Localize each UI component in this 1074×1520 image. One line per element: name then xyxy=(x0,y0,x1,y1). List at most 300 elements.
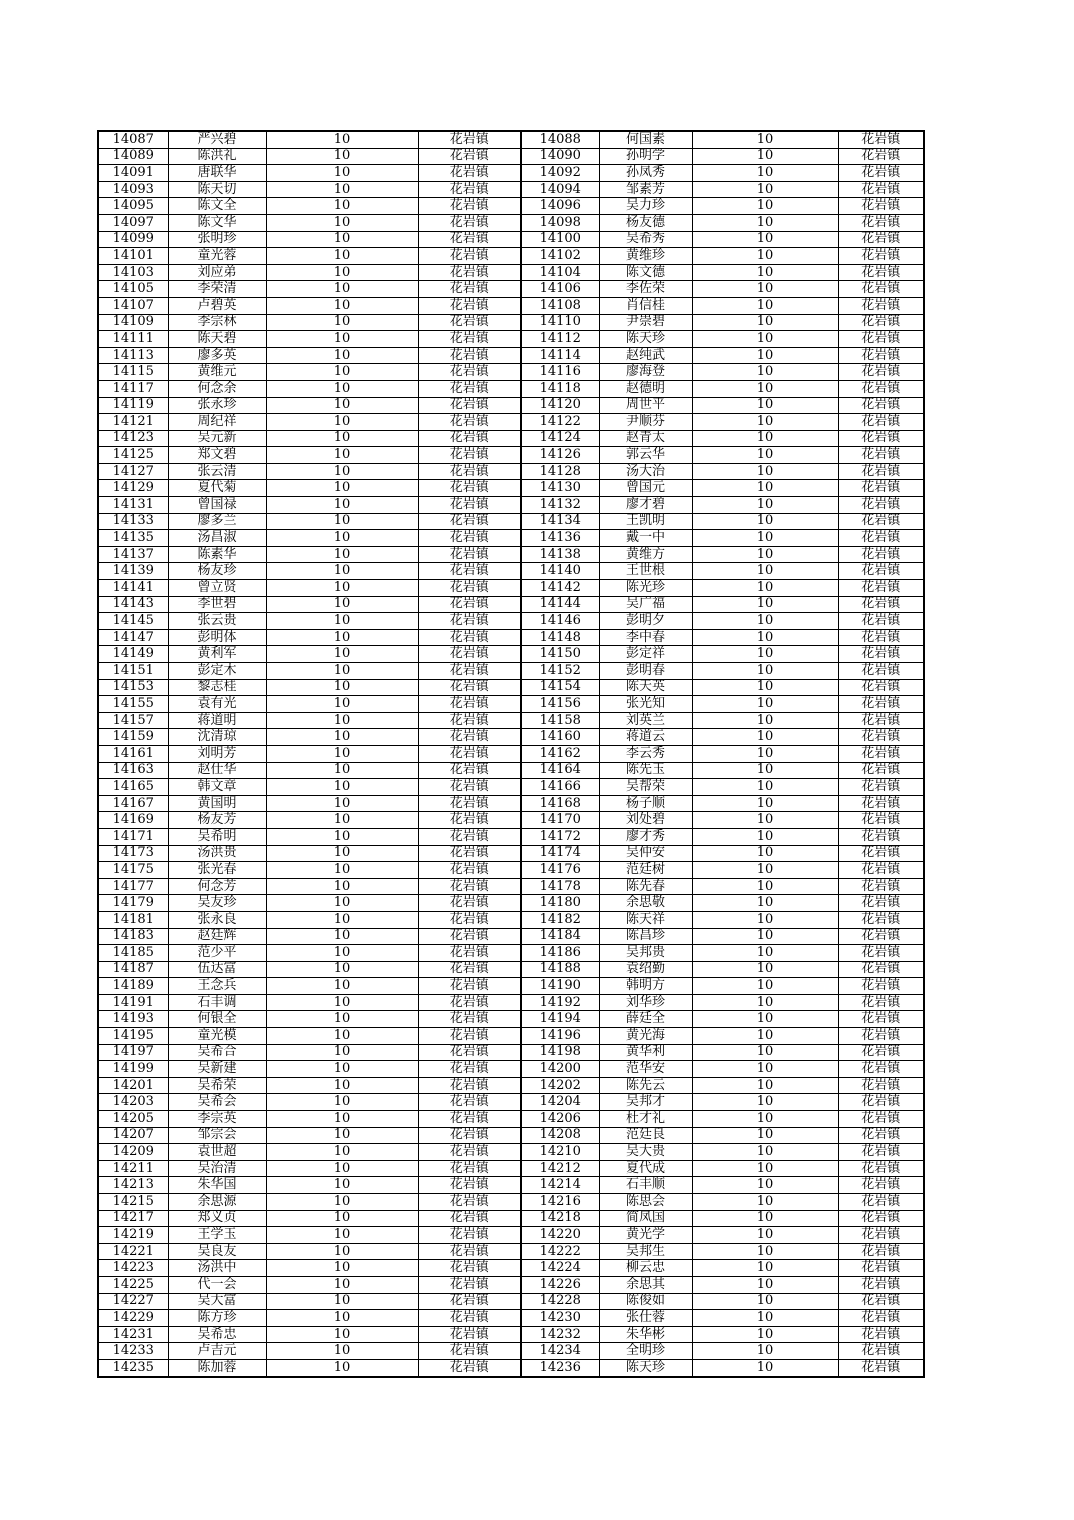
person-name-right: 廖才碧 xyxy=(599,497,692,514)
person-name-left: 袁有光 xyxy=(168,696,266,713)
record-id-right: 14120 xyxy=(521,397,599,414)
town-right: 花岩镇 xyxy=(838,779,924,796)
record-id-left: 14225 xyxy=(98,1276,168,1293)
person-name-right: 陈天祥 xyxy=(599,911,692,928)
town-left: 花岩镇 xyxy=(418,1160,521,1177)
person-name-right: 夏代成 xyxy=(599,1160,692,1177)
amount-right: 10 xyxy=(692,1343,838,1360)
record-id-right: 14092 xyxy=(521,165,599,182)
amount-left: 10 xyxy=(266,497,418,514)
amount-right: 10 xyxy=(692,563,838,580)
record-id-left: 14197 xyxy=(98,1044,168,1061)
table-row xyxy=(98,961,924,978)
town-left: 花岩镇 xyxy=(418,181,521,198)
amount-right: 10 xyxy=(692,1111,838,1128)
person-name-left: 童光蓉 xyxy=(168,248,266,265)
table-row xyxy=(98,646,924,663)
person-name-right: 范廷树 xyxy=(599,862,692,879)
record-id-right: 14214 xyxy=(521,1177,599,1194)
person-name-right: 陈俊如 xyxy=(599,1293,692,1310)
amount-right: 10 xyxy=(692,198,838,215)
record-id-right: 14170 xyxy=(521,812,599,829)
town-left: 花岩镇 xyxy=(418,231,521,248)
town-left: 花岩镇 xyxy=(418,131,521,148)
town-left: 花岩镇 xyxy=(418,281,521,298)
person-name-left: 刘应弟 xyxy=(168,264,266,281)
person-name-right: 范华安 xyxy=(599,1061,692,1078)
person-name-left: 王念兵 xyxy=(168,978,266,995)
amount-left: 10 xyxy=(266,928,418,945)
town-left: 花岩镇 xyxy=(418,646,521,663)
person-name-left: 吴大富 xyxy=(168,1293,266,1310)
person-name-left: 吴良友 xyxy=(168,1243,266,1260)
person-name-right: 赵纯武 xyxy=(599,347,692,364)
record-id-left: 14155 xyxy=(98,696,168,713)
record-id-right: 14206 xyxy=(521,1111,599,1128)
amount-left: 10 xyxy=(266,198,418,215)
town-right: 花岩镇 xyxy=(838,1343,924,1360)
record-id-left: 14229 xyxy=(98,1310,168,1327)
town-left: 花岩镇 xyxy=(418,563,521,580)
table-row xyxy=(98,1160,924,1177)
town-right: 花岩镇 xyxy=(838,828,924,845)
town-left: 花岩镇 xyxy=(418,1028,521,1045)
person-name-left: 李宗英 xyxy=(168,1111,266,1128)
town-right: 花岩镇 xyxy=(838,762,924,779)
record-id-left: 14163 xyxy=(98,762,168,779)
record-id-right: 14128 xyxy=(521,463,599,480)
table-row xyxy=(98,928,924,945)
amount-right: 10 xyxy=(692,729,838,746)
amount-right: 10 xyxy=(692,596,838,613)
person-name-right: 黄光学 xyxy=(599,1227,692,1244)
person-name-left: 吴希合 xyxy=(168,1044,266,1061)
amount-left: 10 xyxy=(266,613,418,630)
amount-left: 10 xyxy=(266,762,418,779)
person-name-right: 陈先云 xyxy=(599,1077,692,1094)
town-right: 花岩镇 xyxy=(838,1094,924,1111)
table-row xyxy=(98,1061,924,1078)
record-id-right: 14140 xyxy=(521,563,599,580)
town-right: 花岩镇 xyxy=(838,380,924,397)
town-right: 花岩镇 xyxy=(838,347,924,364)
record-id-right: 14150 xyxy=(521,646,599,663)
person-name-left: 沈清琼 xyxy=(168,729,266,746)
record-id-right: 14132 xyxy=(521,497,599,514)
town-left: 花岩镇 xyxy=(418,911,521,928)
town-right: 花岩镇 xyxy=(838,1028,924,1045)
amount-right: 10 xyxy=(692,148,838,165)
table-row xyxy=(98,1243,924,1260)
person-name-left: 何念芳 xyxy=(168,878,266,895)
town-right: 花岩镇 xyxy=(838,961,924,978)
person-name-left: 郑文碧 xyxy=(168,447,266,464)
record-id-right: 14106 xyxy=(521,281,599,298)
amount-right: 10 xyxy=(692,845,838,862)
amount-left: 10 xyxy=(266,745,418,762)
record-id-left: 14235 xyxy=(98,1359,168,1376)
amount-right: 10 xyxy=(692,530,838,547)
amount-right: 10 xyxy=(692,961,838,978)
record-id-left: 14101 xyxy=(98,248,168,265)
person-name-left: 吴元新 xyxy=(168,430,266,447)
record-id-left: 14177 xyxy=(98,878,168,895)
person-name-right: 李中春 xyxy=(599,629,692,646)
amount-right: 10 xyxy=(692,314,838,331)
amount-right: 10 xyxy=(692,1276,838,1293)
person-name-right: 余思敬 xyxy=(599,895,692,912)
person-name-left: 黄维元 xyxy=(168,364,266,381)
table-row xyxy=(98,1077,924,1094)
person-name-left: 余思源 xyxy=(168,1194,266,1211)
person-name-left: 韩文章 xyxy=(168,779,266,796)
town-left: 花岩镇 xyxy=(418,729,521,746)
table-row xyxy=(98,828,924,845)
town-left: 花岩镇 xyxy=(418,1177,521,1194)
record-id-right: 14138 xyxy=(521,546,599,563)
amount-right: 10 xyxy=(692,1326,838,1343)
amount-right: 10 xyxy=(692,1127,838,1144)
record-id-right: 14164 xyxy=(521,762,599,779)
table-row xyxy=(98,231,924,248)
town-right: 花岩镇 xyxy=(838,1359,924,1376)
town-left: 花岩镇 xyxy=(418,198,521,215)
town-right: 花岩镇 xyxy=(838,1260,924,1277)
table-row xyxy=(98,795,924,812)
record-id-left: 14095 xyxy=(98,198,168,215)
amount-left: 10 xyxy=(266,895,418,912)
town-right: 花岩镇 xyxy=(838,1243,924,1260)
person-name-right: 黄华利 xyxy=(599,1044,692,1061)
person-name-right: 黄维珍 xyxy=(599,248,692,265)
amount-right: 10 xyxy=(692,248,838,265)
table-row xyxy=(98,729,924,746)
record-id-left: 14161 xyxy=(98,745,168,762)
person-name-right: 廖海登 xyxy=(599,364,692,381)
amount-left: 10 xyxy=(266,1061,418,1078)
town-right: 花岩镇 xyxy=(838,497,924,514)
town-right: 花岩镇 xyxy=(838,1061,924,1078)
person-name-right: 彭明夕 xyxy=(599,613,692,630)
person-name-right: 黄维方 xyxy=(599,546,692,563)
record-id-right: 14090 xyxy=(521,148,599,165)
record-id-right: 14158 xyxy=(521,712,599,729)
record-id-right: 14204 xyxy=(521,1094,599,1111)
town-left: 花岩镇 xyxy=(418,762,521,779)
town-left: 花岩镇 xyxy=(418,1293,521,1310)
amount-right: 10 xyxy=(692,1293,838,1310)
person-name-right: 刘处碧 xyxy=(599,812,692,829)
town-right: 花岩镇 xyxy=(838,1160,924,1177)
record-id-right: 14156 xyxy=(521,696,599,713)
town-left: 花岩镇 xyxy=(418,878,521,895)
record-id-right: 14142 xyxy=(521,580,599,597)
town-right: 花岩镇 xyxy=(838,1210,924,1227)
town-left: 花岩镇 xyxy=(418,1061,521,1078)
record-id-right: 14182 xyxy=(521,911,599,928)
amount-left: 10 xyxy=(266,1243,418,1260)
town-left: 花岩镇 xyxy=(418,546,521,563)
person-name-right: 尹顺芬 xyxy=(599,414,692,431)
amount-right: 10 xyxy=(692,165,838,182)
amount-right: 10 xyxy=(692,1194,838,1211)
record-id-left: 14093 xyxy=(98,181,168,198)
town-left: 花岩镇 xyxy=(418,580,521,597)
amount-right: 10 xyxy=(692,613,838,630)
town-right: 花岩镇 xyxy=(838,314,924,331)
record-id-left: 14227 xyxy=(98,1293,168,1310)
record-id-left: 14087 xyxy=(98,131,168,148)
amount-right: 10 xyxy=(692,463,838,480)
record-id-right: 14130 xyxy=(521,480,599,497)
record-id-left: 14171 xyxy=(98,828,168,845)
town-left: 花岩镇 xyxy=(418,945,521,962)
amount-left: 10 xyxy=(266,264,418,281)
person-name-left: 陈洪礼 xyxy=(168,148,266,165)
amount-left: 10 xyxy=(266,1044,418,1061)
table-row xyxy=(98,264,924,281)
amount-left: 10 xyxy=(266,248,418,265)
person-name-left: 李世碧 xyxy=(168,596,266,613)
record-id-right: 14236 xyxy=(521,1359,599,1376)
record-id-left: 14223 xyxy=(98,1260,168,1277)
town-right: 花岩镇 xyxy=(838,148,924,165)
table-row xyxy=(98,994,924,1011)
amount-left: 10 xyxy=(266,663,418,680)
record-id-left: 14141 xyxy=(98,580,168,597)
town-right: 花岩镇 xyxy=(838,1326,924,1343)
record-id-left: 14091 xyxy=(98,165,168,182)
person-name-left: 张云贵 xyxy=(168,613,266,630)
amount-right: 10 xyxy=(692,447,838,464)
table-row xyxy=(98,629,924,646)
town-left: 花岩镇 xyxy=(418,613,521,630)
person-name-left: 代一会 xyxy=(168,1276,266,1293)
town-left: 花岩镇 xyxy=(418,513,521,530)
amount-left: 10 xyxy=(266,347,418,364)
person-name-left: 杨友珍 xyxy=(168,563,266,580)
record-id-right: 14226 xyxy=(521,1276,599,1293)
record-id-left: 14105 xyxy=(98,281,168,298)
amount-left: 10 xyxy=(266,563,418,580)
amount-right: 10 xyxy=(692,828,838,845)
record-id-left: 14179 xyxy=(98,895,168,912)
amount-left: 10 xyxy=(266,696,418,713)
table-row xyxy=(98,1293,924,1310)
town-right: 花岩镇 xyxy=(838,646,924,663)
person-name-left: 王学玉 xyxy=(168,1227,266,1244)
table-row xyxy=(98,911,924,928)
town-left: 花岩镇 xyxy=(418,1194,521,1211)
record-id-right: 14186 xyxy=(521,945,599,962)
record-id-left: 14187 xyxy=(98,961,168,978)
town-left: 花岩镇 xyxy=(418,828,521,845)
amount-right: 10 xyxy=(692,1028,838,1045)
person-name-right: 吴邦生 xyxy=(599,1243,692,1260)
town-left: 花岩镇 xyxy=(418,1210,521,1227)
amount-left: 10 xyxy=(266,1127,418,1144)
town-left: 花岩镇 xyxy=(418,1044,521,1061)
amount-right: 10 xyxy=(692,1061,838,1078)
town-left: 花岩镇 xyxy=(418,463,521,480)
town-right: 花岩镇 xyxy=(838,463,924,480)
table-row xyxy=(98,364,924,381)
record-id-right: 14194 xyxy=(521,1011,599,1028)
town-right: 花岩镇 xyxy=(838,530,924,547)
person-name-left: 吴希荣 xyxy=(168,1077,266,1094)
town-right: 花岩镇 xyxy=(838,1044,924,1061)
amount-left: 10 xyxy=(266,364,418,381)
record-id-left: 14189 xyxy=(98,978,168,995)
amount-right: 10 xyxy=(692,629,838,646)
record-id-right: 14210 xyxy=(521,1144,599,1161)
town-left: 花岩镇 xyxy=(418,1227,521,1244)
amount-left: 10 xyxy=(266,480,418,497)
amount-right: 10 xyxy=(692,1160,838,1177)
town-right: 花岩镇 xyxy=(838,1310,924,1327)
table-row xyxy=(98,779,924,796)
table-row xyxy=(98,198,924,215)
town-left: 花岩镇 xyxy=(418,397,521,414)
person-name-right: 张光知 xyxy=(599,696,692,713)
town-right: 花岩镇 xyxy=(838,911,924,928)
amount-right: 10 xyxy=(692,1310,838,1327)
table-row xyxy=(98,1260,924,1277)
amount-right: 10 xyxy=(692,978,838,995)
record-id-right: 14200 xyxy=(521,1061,599,1078)
amount-left: 10 xyxy=(266,530,418,547)
record-id-left: 14211 xyxy=(98,1160,168,1177)
town-right: 花岩镇 xyxy=(838,1227,924,1244)
amount-right: 10 xyxy=(692,131,838,148)
amount-left: 10 xyxy=(266,862,418,879)
person-name-left: 卢吉元 xyxy=(168,1343,266,1360)
amount-right: 10 xyxy=(692,994,838,1011)
town-right: 花岩镇 xyxy=(838,613,924,630)
town-right: 花岩镇 xyxy=(838,994,924,1011)
amount-right: 10 xyxy=(692,945,838,962)
table-row xyxy=(98,1194,924,1211)
town-left: 花岩镇 xyxy=(418,845,521,862)
record-id-right: 14110 xyxy=(521,314,599,331)
amount-left: 10 xyxy=(266,629,418,646)
town-left: 花岩镇 xyxy=(418,779,521,796)
amount-left: 10 xyxy=(266,1111,418,1128)
record-id-left: 14097 xyxy=(98,214,168,231)
record-id-right: 14168 xyxy=(521,795,599,812)
town-left: 花岩镇 xyxy=(418,430,521,447)
town-right: 花岩镇 xyxy=(838,281,924,298)
town-left: 花岩镇 xyxy=(418,447,521,464)
town-left: 花岩镇 xyxy=(418,248,521,265)
person-name-right: 王凯明 xyxy=(599,513,692,530)
person-name-right: 汤大治 xyxy=(599,463,692,480)
record-id-left: 14167 xyxy=(98,795,168,812)
record-id-left: 14175 xyxy=(98,862,168,879)
person-name-right: 彭明春 xyxy=(599,663,692,680)
record-id-right: 14136 xyxy=(521,530,599,547)
record-id-left: 14129 xyxy=(98,480,168,497)
record-id-left: 14139 xyxy=(98,563,168,580)
person-name-right: 孙明学 xyxy=(599,148,692,165)
person-name-left: 袁世超 xyxy=(168,1144,266,1161)
person-name-left: 郑义贞 xyxy=(168,1210,266,1227)
amount-right: 10 xyxy=(692,1144,838,1161)
person-name-right: 余思其 xyxy=(599,1276,692,1293)
person-name-right: 陈昌珍 xyxy=(599,928,692,945)
town-left: 花岩镇 xyxy=(418,679,521,696)
person-name-left: 卢碧英 xyxy=(168,297,266,314)
table-row xyxy=(98,1111,924,1128)
record-id-left: 14137 xyxy=(98,546,168,563)
town-right: 花岩镇 xyxy=(838,181,924,198)
town-right: 花岩镇 xyxy=(838,248,924,265)
town-right: 花岩镇 xyxy=(838,712,924,729)
table-row xyxy=(98,463,924,480)
town-right: 花岩镇 xyxy=(838,447,924,464)
town-left: 花岩镇 xyxy=(418,1011,521,1028)
person-name-left: 汤洪贵 xyxy=(168,845,266,862)
amount-left: 10 xyxy=(266,978,418,995)
town-left: 花岩镇 xyxy=(418,148,521,165)
table-row xyxy=(98,1011,924,1028)
amount-right: 10 xyxy=(692,231,838,248)
record-id-left: 14113 xyxy=(98,347,168,364)
town-right: 花岩镇 xyxy=(838,895,924,912)
town-right: 花岩镇 xyxy=(838,945,924,962)
table-row xyxy=(98,1276,924,1293)
person-name-left: 唐联华 xyxy=(168,165,266,182)
person-name-right: 彭定祥 xyxy=(599,646,692,663)
amount-right: 10 xyxy=(692,663,838,680)
record-id-right: 14160 xyxy=(521,729,599,746)
record-id-left: 14185 xyxy=(98,945,168,962)
record-id-right: 14144 xyxy=(521,596,599,613)
person-name-left: 杨友芳 xyxy=(168,812,266,829)
record-id-right: 14232 xyxy=(521,1326,599,1343)
record-id-right: 14224 xyxy=(521,1260,599,1277)
table-row xyxy=(98,513,924,530)
town-right: 花岩镇 xyxy=(838,131,924,148)
town-left: 花岩镇 xyxy=(418,712,521,729)
table-row xyxy=(98,762,924,779)
table-row xyxy=(98,895,924,912)
town-right: 花岩镇 xyxy=(838,198,924,215)
amount-right: 10 xyxy=(692,497,838,514)
record-id-left: 14135 xyxy=(98,530,168,547)
town-right: 花岩镇 xyxy=(838,546,924,563)
person-name-right: 韩明方 xyxy=(599,978,692,995)
record-id-left: 14149 xyxy=(98,646,168,663)
person-name-right: 陈文德 xyxy=(599,264,692,281)
person-name-right: 吴力珍 xyxy=(599,198,692,215)
amount-right: 10 xyxy=(692,580,838,597)
amount-right: 10 xyxy=(692,1260,838,1277)
table-row xyxy=(98,181,924,198)
person-name-left: 吴治清 xyxy=(168,1160,266,1177)
person-name-left: 陈文全 xyxy=(168,198,266,215)
person-name-left: 邹宗会 xyxy=(168,1127,266,1144)
table-row xyxy=(98,978,924,995)
town-left: 花岩镇 xyxy=(418,297,521,314)
record-id-right: 14222 xyxy=(521,1243,599,1260)
person-name-left: 赵仕华 xyxy=(168,762,266,779)
table-row xyxy=(98,696,924,713)
person-name-right: 陈天英 xyxy=(599,679,692,696)
amount-right: 10 xyxy=(692,696,838,713)
person-name-left: 廖多英 xyxy=(168,347,266,364)
table-row xyxy=(98,397,924,414)
